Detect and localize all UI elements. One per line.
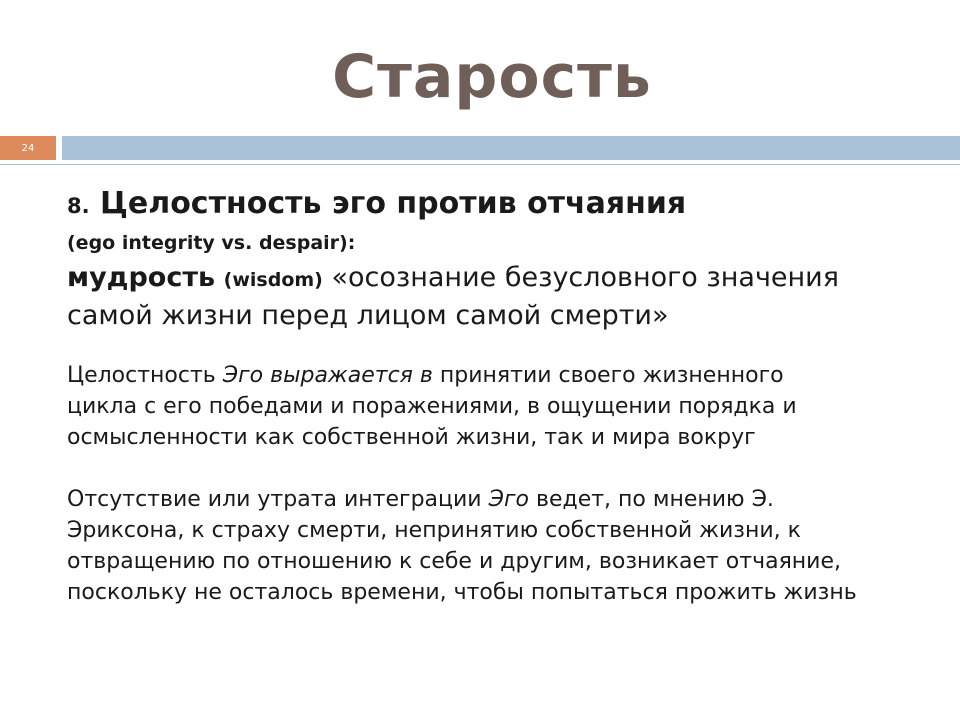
stage-number: 8. <box>67 194 90 218</box>
paragraph-integrity <box>67 360 857 453</box>
slide-body <box>67 184 857 608</box>
header-divider <box>0 164 960 165</box>
stage-english: (ego integrity vs. despair): <box>67 232 356 254</box>
paragraph-integrity-italic: Эго выражается в <box>222 363 433 388</box>
virtue-quote: «осознание безусловного значения самой жизни перед лицом самой смерти» <box>67 262 839 331</box>
slide-number: 24 <box>0 136 56 160</box>
paragraph-despair-text-1: Отсутствие или утрата интеграции <box>67 487 489 512</box>
stage-heading <box>67 184 857 226</box>
header-band <box>62 136 960 160</box>
paragraph-integrity-text-2: принятии своего жизненного цикла с его победами и поражениями, в ощущении порядка и осмысленности как собственной жизни, так и мира вокруг <box>67 363 797 450</box>
paragraph-despair-italic: Эго <box>488 487 529 512</box>
slide-title: Старость <box>332 42 652 112</box>
virtue-english: (wisdom) <box>223 269 323 291</box>
paragraph-integrity-text-1: Целостность <box>67 363 223 388</box>
virtue-word: мудрость <box>67 262 216 293</box>
stage-name: Целостность эго против отчаяния <box>100 186 687 221</box>
paragraph-despair <box>67 484 857 608</box>
paragraph-despair-text-2: ведет, по мнению Э. Эриксона, к страху смерти, непринятию собственной жизни, к отвращению по отношению к себе и другим, возникает отчаяние, поскольку не осталось времени, чтобы попытаться прожить жизнь <box>67 487 857 605</box>
virtue-statement <box>67 260 857 334</box>
